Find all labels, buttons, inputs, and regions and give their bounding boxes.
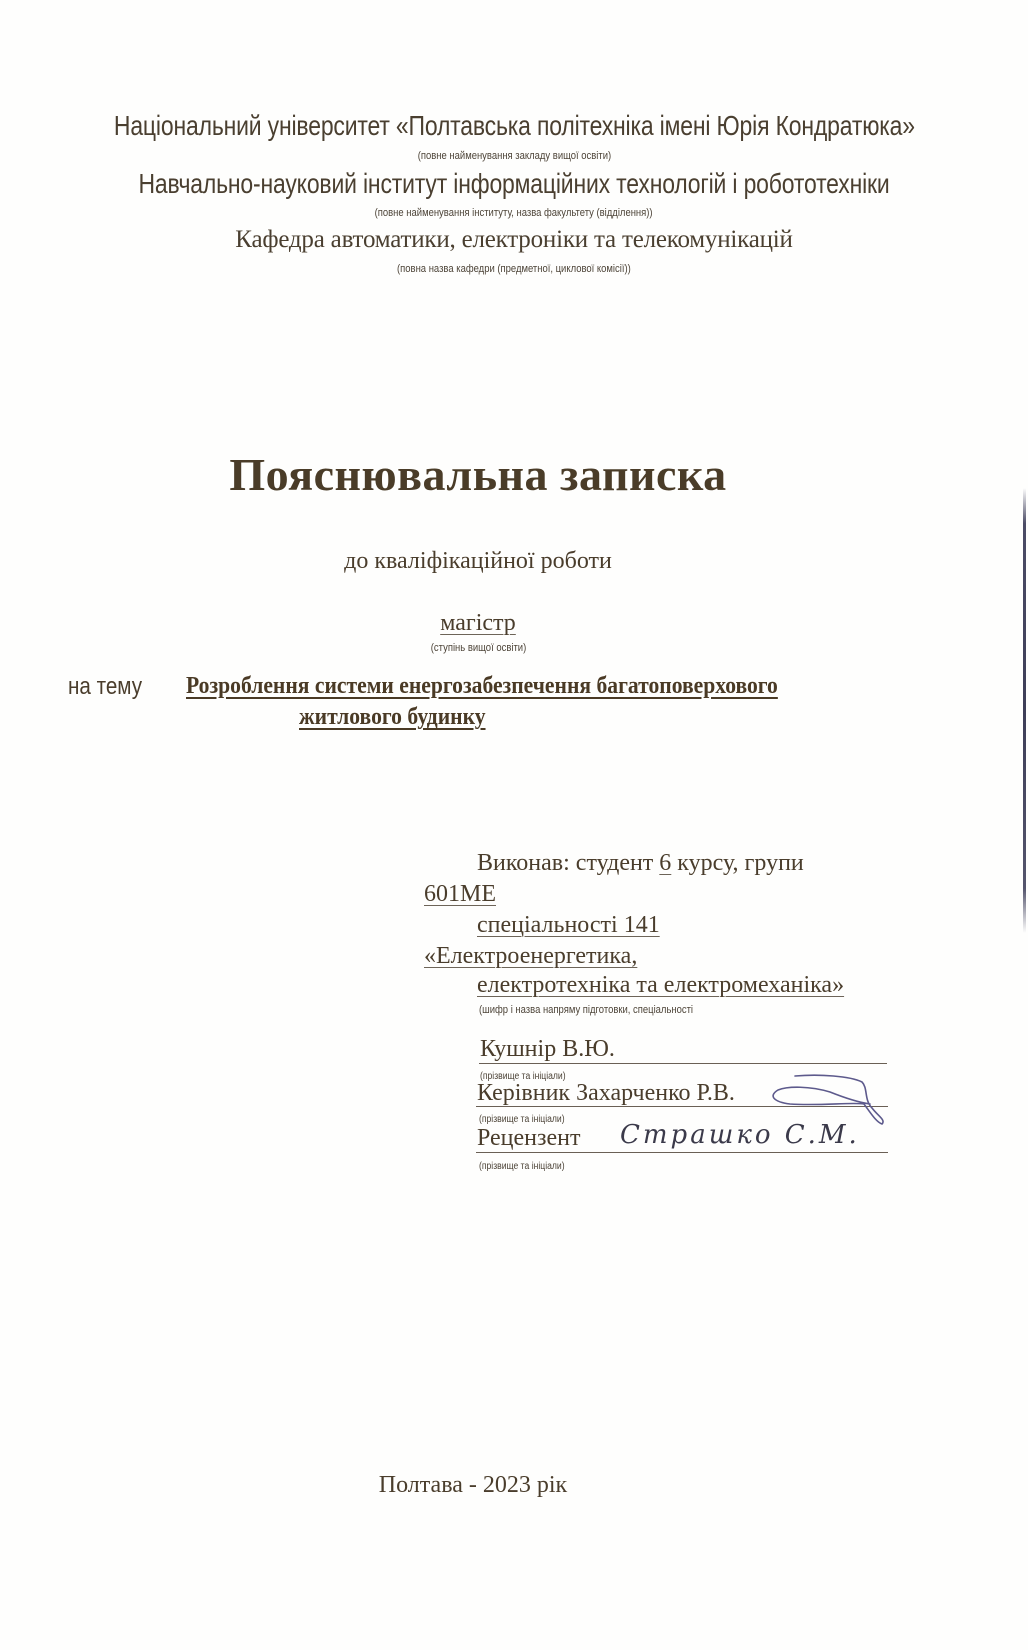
- topic-line-2-wrap: [299, 704, 506, 731]
- student-signature-line: [479, 1063, 887, 1064]
- student-name-row: [480, 1036, 615, 1063]
- department-caption: (повна назва кафедри (предметної, циклової комісії)): [397, 263, 631, 275]
- reviewer-signature: [620, 1120, 860, 1150]
- department-name: Кафедра автоматики, електроніки та телекомунікацій: [235, 226, 793, 253]
- university-caption-row: [0, 146, 1028, 164]
- group-code: 601МЕ: [424, 881, 496, 907]
- specialty-name-line-1: «Електроенергетика,: [424, 943, 638, 969]
- department-caption-row: [0, 259, 1028, 277]
- footer-row: [0, 1472, 946, 1499]
- university-name: Національний університет «Полтавська політехніка імені Юрія Кондратюка»: [113, 110, 915, 141]
- institute-caption-row: [0, 203, 1028, 221]
- document-title-row: [0, 448, 956, 501]
- executor-suffix: курсу, групи: [671, 850, 804, 876]
- reviewer-signature-text: Страшко С.М.: [620, 1120, 860, 1150]
- specialty-name-row-1: [424, 943, 637, 970]
- institute-caption: (повне найменування інституту, назва факультету (відділення)): [375, 207, 653, 219]
- reviewer-label: Рецензент: [477, 1125, 581, 1151]
- reviewer-signature-line: [476, 1152, 888, 1153]
- executor-line: [477, 850, 804, 877]
- university-name-row: [0, 110, 1028, 142]
- specialty-caption-row: [479, 1000, 728, 1018]
- degree-value: магістр: [440, 610, 516, 636]
- specialty-name-row-2: [477, 972, 844, 999]
- degree-caption: (ступінь вищої освіти): [430, 642, 526, 654]
- topic-line-2: житлового будинку: [299, 704, 486, 730]
- course-number: 6: [659, 850, 672, 876]
- executor-prefix: Виконав: студент: [477, 850, 660, 876]
- degree-caption-row: [0, 638, 956, 656]
- specialty-name-line-2: електротехніка та електромеханіка»: [477, 972, 845, 998]
- topic-label-wrap: [68, 673, 154, 701]
- group-row: [424, 881, 496, 908]
- supervisor-name: Керівник Захарченко Р.В.: [477, 1080, 735, 1106]
- student-name: Кушнір В.Ю.: [480, 1036, 615, 1062]
- specialty-row: [477, 912, 660, 939]
- degree-row: [0, 610, 956, 637]
- supervisor-row: [477, 1080, 735, 1107]
- subtitle-row: [0, 548, 956, 575]
- university-caption: (повне найменування закладу вищої освіти): [417, 150, 611, 162]
- reviewer-caption-row: [479, 1156, 579, 1174]
- student-caption: (прізвище та ініціали): [480, 1071, 566, 1082]
- document-subtitle: до кваліфікаційної роботи: [344, 548, 612, 574]
- document-title: Пояснювальна записка: [229, 449, 727, 500]
- institute-name-row: [0, 168, 1028, 200]
- topic-label: на тему: [68, 673, 143, 700]
- supervisor-caption: (прізвище та ініціали): [479, 1114, 565, 1125]
- topic-line-1: Розроблення системи енергозабезпечення багатоповерхового: [186, 673, 778, 699]
- reviewer-row: [477, 1125, 581, 1152]
- city-year: Полтава - 2023 рік: [378, 1472, 568, 1498]
- scan-edge-shadow: [1023, 488, 1026, 933]
- specialty-caption: (шифр і назва напряму підготовки, спеціальності: [479, 1004, 694, 1016]
- institute-name: Навчально-науковий інститут інформаційних технологій і робототехніки: [138, 168, 890, 199]
- topic-line-1-wrap: [186, 673, 844, 700]
- department-name-row: [0, 226, 1028, 254]
- reviewer-caption: (прізвище та ініціали): [479, 1161, 565, 1172]
- supervisor-signature-icon: [760, 1068, 890, 1128]
- specialty-code: спеціальності 141: [477, 912, 660, 938]
